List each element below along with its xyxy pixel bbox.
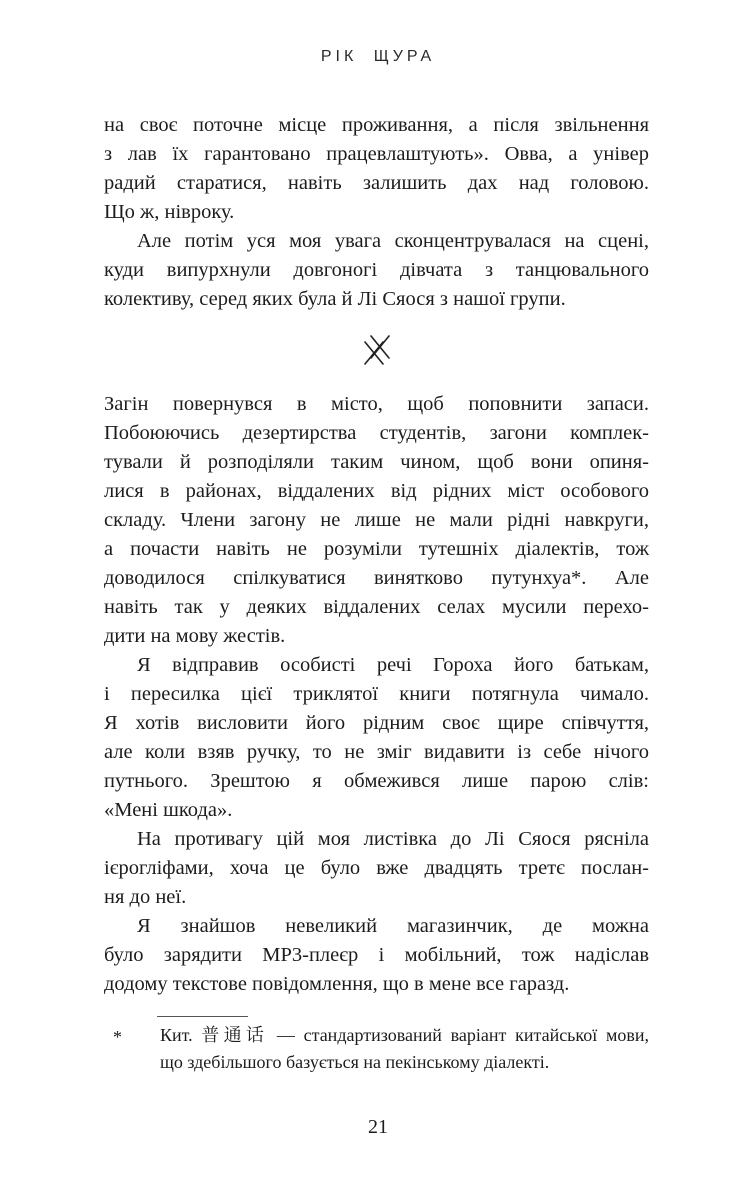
text-line: а почасти навіть не розуміли тутешніх діалектів, тож — [104, 538, 649, 560]
page-number: 21 — [368, 1116, 388, 1138]
paragraph — [104, 227, 649, 314]
text-line: Загін повернувся в місто, щоб поповнити запаси. — [104, 393, 649, 415]
text-line: дити на мову жестів. — [104, 625, 286, 647]
text-line: Що ж, нівроку. — [104, 201, 235, 223]
text-line: куди випурхнули довгоногі дівчата з танцювального — [104, 259, 649, 281]
paragraph — [104, 912, 649, 999]
text-line: але коли взяв ручку, то не зміг видавити із себе нічого — [104, 741, 649, 763]
running-head: РІК ЩУРА — [320, 48, 436, 65]
footnote-text — [104, 1022, 649, 1076]
text-line: путнього. Зрештою я обмежився лише парою слів: — [104, 770, 649, 792]
text-line: навіть так у деяких віддалених селах мусили перехо- — [104, 596, 649, 618]
text-line: Я хотів висловити його рідним своє щире співчуття, — [104, 712, 649, 734]
text-line: ня до неї. — [104, 886, 187, 908]
paragraph — [104, 111, 649, 227]
text-line: «Мені шкода». — [104, 799, 233, 821]
text-line: з лав їх гарантовано працевлаштують». Овва, а універ — [104, 143, 649, 165]
text-line: Кит. 普通话 — стандартизований варіант китайської мови, — [160, 1025, 649, 1045]
text-line: радий старатися, навіть залишить дах над головою. — [104, 172, 649, 194]
paragraph — [104, 825, 649, 912]
text-line: складу. Члени загону не лише не мали рідні навкруги, — [104, 509, 649, 531]
section-break-icon — [362, 334, 392, 366]
text-line: і пересилка цієї триклятої книги потягнула чимало. — [104, 683, 649, 705]
text-line: На противагу цій моя листівка до Лі Сяося рясніла — [137, 828, 649, 850]
section-break — [104, 314, 649, 390]
footnote-marker: * — [113, 1027, 122, 1047]
body-text — [104, 111, 649, 999]
text-line: що здебільшого базується на пекінському діалекті. — [160, 1052, 550, 1072]
text-line: додому текстове повідомлення, що в мене все гаразд. — [104, 973, 570, 995]
text-line: було зарядити МР3-плеєр і мобільний, тож надіслав — [104, 944, 649, 966]
footnote-rule — [157, 1016, 248, 1017]
paragraph — [104, 651, 649, 825]
text-line: ієрогліфами, хоча це було вже двадцять третє послан- — [104, 857, 649, 879]
text-line: Я відправив особисті речі Гороха його батькам, — [137, 654, 649, 676]
text-line: доводилося спілкуватися винятково путунхуа*. Але — [104, 567, 649, 589]
text-line: Я знайшов невеликий магазинчик, де можна — [137, 915, 649, 937]
paragraph — [104, 390, 649, 651]
text-line: на своє поточне місце проживання, а після звільнення — [104, 114, 649, 136]
text-line: Але потім уся моя увага сконцентрувалася на сцені, — [137, 230, 649, 252]
text-line: Побоюючись дезертирства студентів, загони комплек- — [104, 422, 649, 444]
text-line: колективу, серед яких була й Лі Сяося з нашої групи. — [104, 288, 566, 310]
text-line: тували й розподіляли таким чином, щоб вони опиня- — [104, 451, 649, 473]
text-line: лися в районах, віддалених від рідних міст особового — [104, 480, 649, 502]
footnote — [104, 1016, 649, 1076]
